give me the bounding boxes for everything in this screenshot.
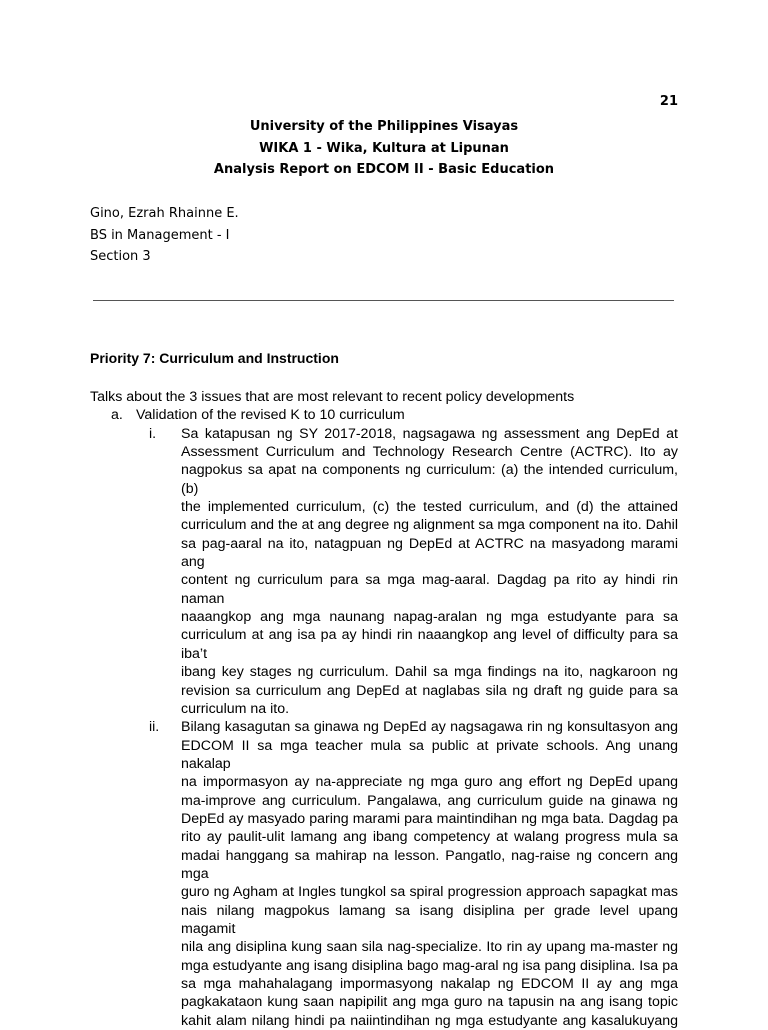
priority-heading: Priority 7: Curriculum and Instruction [90,350,339,366]
paragraph-line: EDCOM II sa mga teacher mula sa public at private schools. Ang unang nakalap [181,737,678,772]
university-title: University of the Philippines Visayas [249,119,519,134]
paragraph-line: the implemented curriculum, (c) the tested curriculum, and (d) the attained [181,499,678,516]
paragraph-line: ibang key stages ng curriculum. Dahil sa mga findings na ito, nagkaroon ng [181,664,678,681]
paragraph-line: Sa katapusan ng SY 2017-2018, nagsagawa ng assessment ang DepEd at [181,425,678,442]
body-content [90,388,678,1030]
author-section: Section 3 [90,249,151,264]
paragraph-line: kahit alam nilang hindi pa naiintindihan ng mga estudyante ang kasalukuyang [181,1012,678,1029]
author-program: BS in Management - I [90,227,230,243]
paragraph-line: content ng curriculum para sa mga mag-aaral. Dagdag pa rito ay hindi rin naman [181,572,678,607]
paragraph-line: sa mga mahahalagang impormasyong nakalap ng EDCOM II ay ang mga [181,976,678,992]
course-title: WIKA 1 - Wika, Kultura at Lipunan [259,140,509,156]
paragraph-line: curriculum and the at ang degree ng alignment sa mga component na ito. Dahil [181,517,678,534]
author-name: Gino, Ezrah Rhainne E. [90,206,239,221]
paragraph-line: nila ang disiplina kung saan sila nag-specialize. Ito rin ay upang ma-master ng [181,939,678,956]
paragraph-line: rito ay paulit-ulit lamang ang ibang competency at walang progress mula sa [181,829,678,846]
paragraph-line: nagpokus sa apat na components ng curriculum: (a) the intended curriculum, (b) [181,462,678,497]
sub-item-ii [90,718,678,1030]
report-header [0,116,768,181]
paragraph-line: naaangkop ang mga naunang napag-aralan ng mga estudyante para sa [181,609,678,626]
page-number: 21 [659,94,678,109]
paragraph-line: pagkakataon kung saan napipilit ang mga guro na tapusin na ang isang topic [181,994,678,1011]
intro-text: Talks about the 3 issues that are most relevant to recent policy developments [90,389,575,405]
paragraph-line: revision sa curriculum ang DepEd at naglabas sila ng draft ng guide para sa [181,682,678,699]
paragraph-line: ma-improve ang curriculum. Pangalawa, ang curriculum guide na ginawa ng [181,792,678,809]
roman-marker-ii: ii. [149,719,160,736]
paragraph-line: sa pag-aaral na ito, natagpuan ng DepEd at ACTRC na masyadong marami ang [181,535,678,571]
paragraph-line: nais nilang magpokus lamang sa isang disiplina per grade level upang magamit [181,902,678,937]
report-title: Analysis Report on EDCOM II - Basic Education [213,162,555,177]
paragraph-line: curriculum na ito. [181,700,290,717]
horizontal-divider [93,300,674,301]
paragraph-line: Assessment Curriculum and Technology Research Centre (ACTRC). Ito ay [181,444,678,461]
paragraph-line: mga estudyante ang isang disiplina bago mag-aral ng isa pang disiplina. Isa pa [181,957,678,974]
list-item-a-label: Validation of the revised K to 10 curriculum [136,407,405,424]
list-marker-a: a. [111,407,123,424]
paragraph-line: Bilang kasagutan sa ginawa ng DepEd ay nagsagawa rin ng konsultasyon ang [181,719,678,736]
paragraph-line: na impormasyon ay na-appreciate ng mga guro ang effort ng DepEd upang [181,774,678,791]
paragraph-line: madai hanggang sa mahirap na lesson. Pangatlo, nag-raise ng concern ang mga [181,847,678,882]
author-info [90,203,239,268]
paragraph-line: guro ng Agham at Ingles tungkol sa spiral progression approach sapagkat mas [181,884,678,901]
paragraph-line: curriculum at ang isa pa ay hindi rin naaangkop ang level of difficulty para sa iba’t [181,627,678,662]
roman-marker-i: i. [149,425,157,442]
paragraph-line: DepEd ay masyado paring marami para maintindihan ng mga bata. Dagdag pa [181,810,678,827]
sub-item-i [90,425,678,719]
list-item-a [111,406,678,424]
